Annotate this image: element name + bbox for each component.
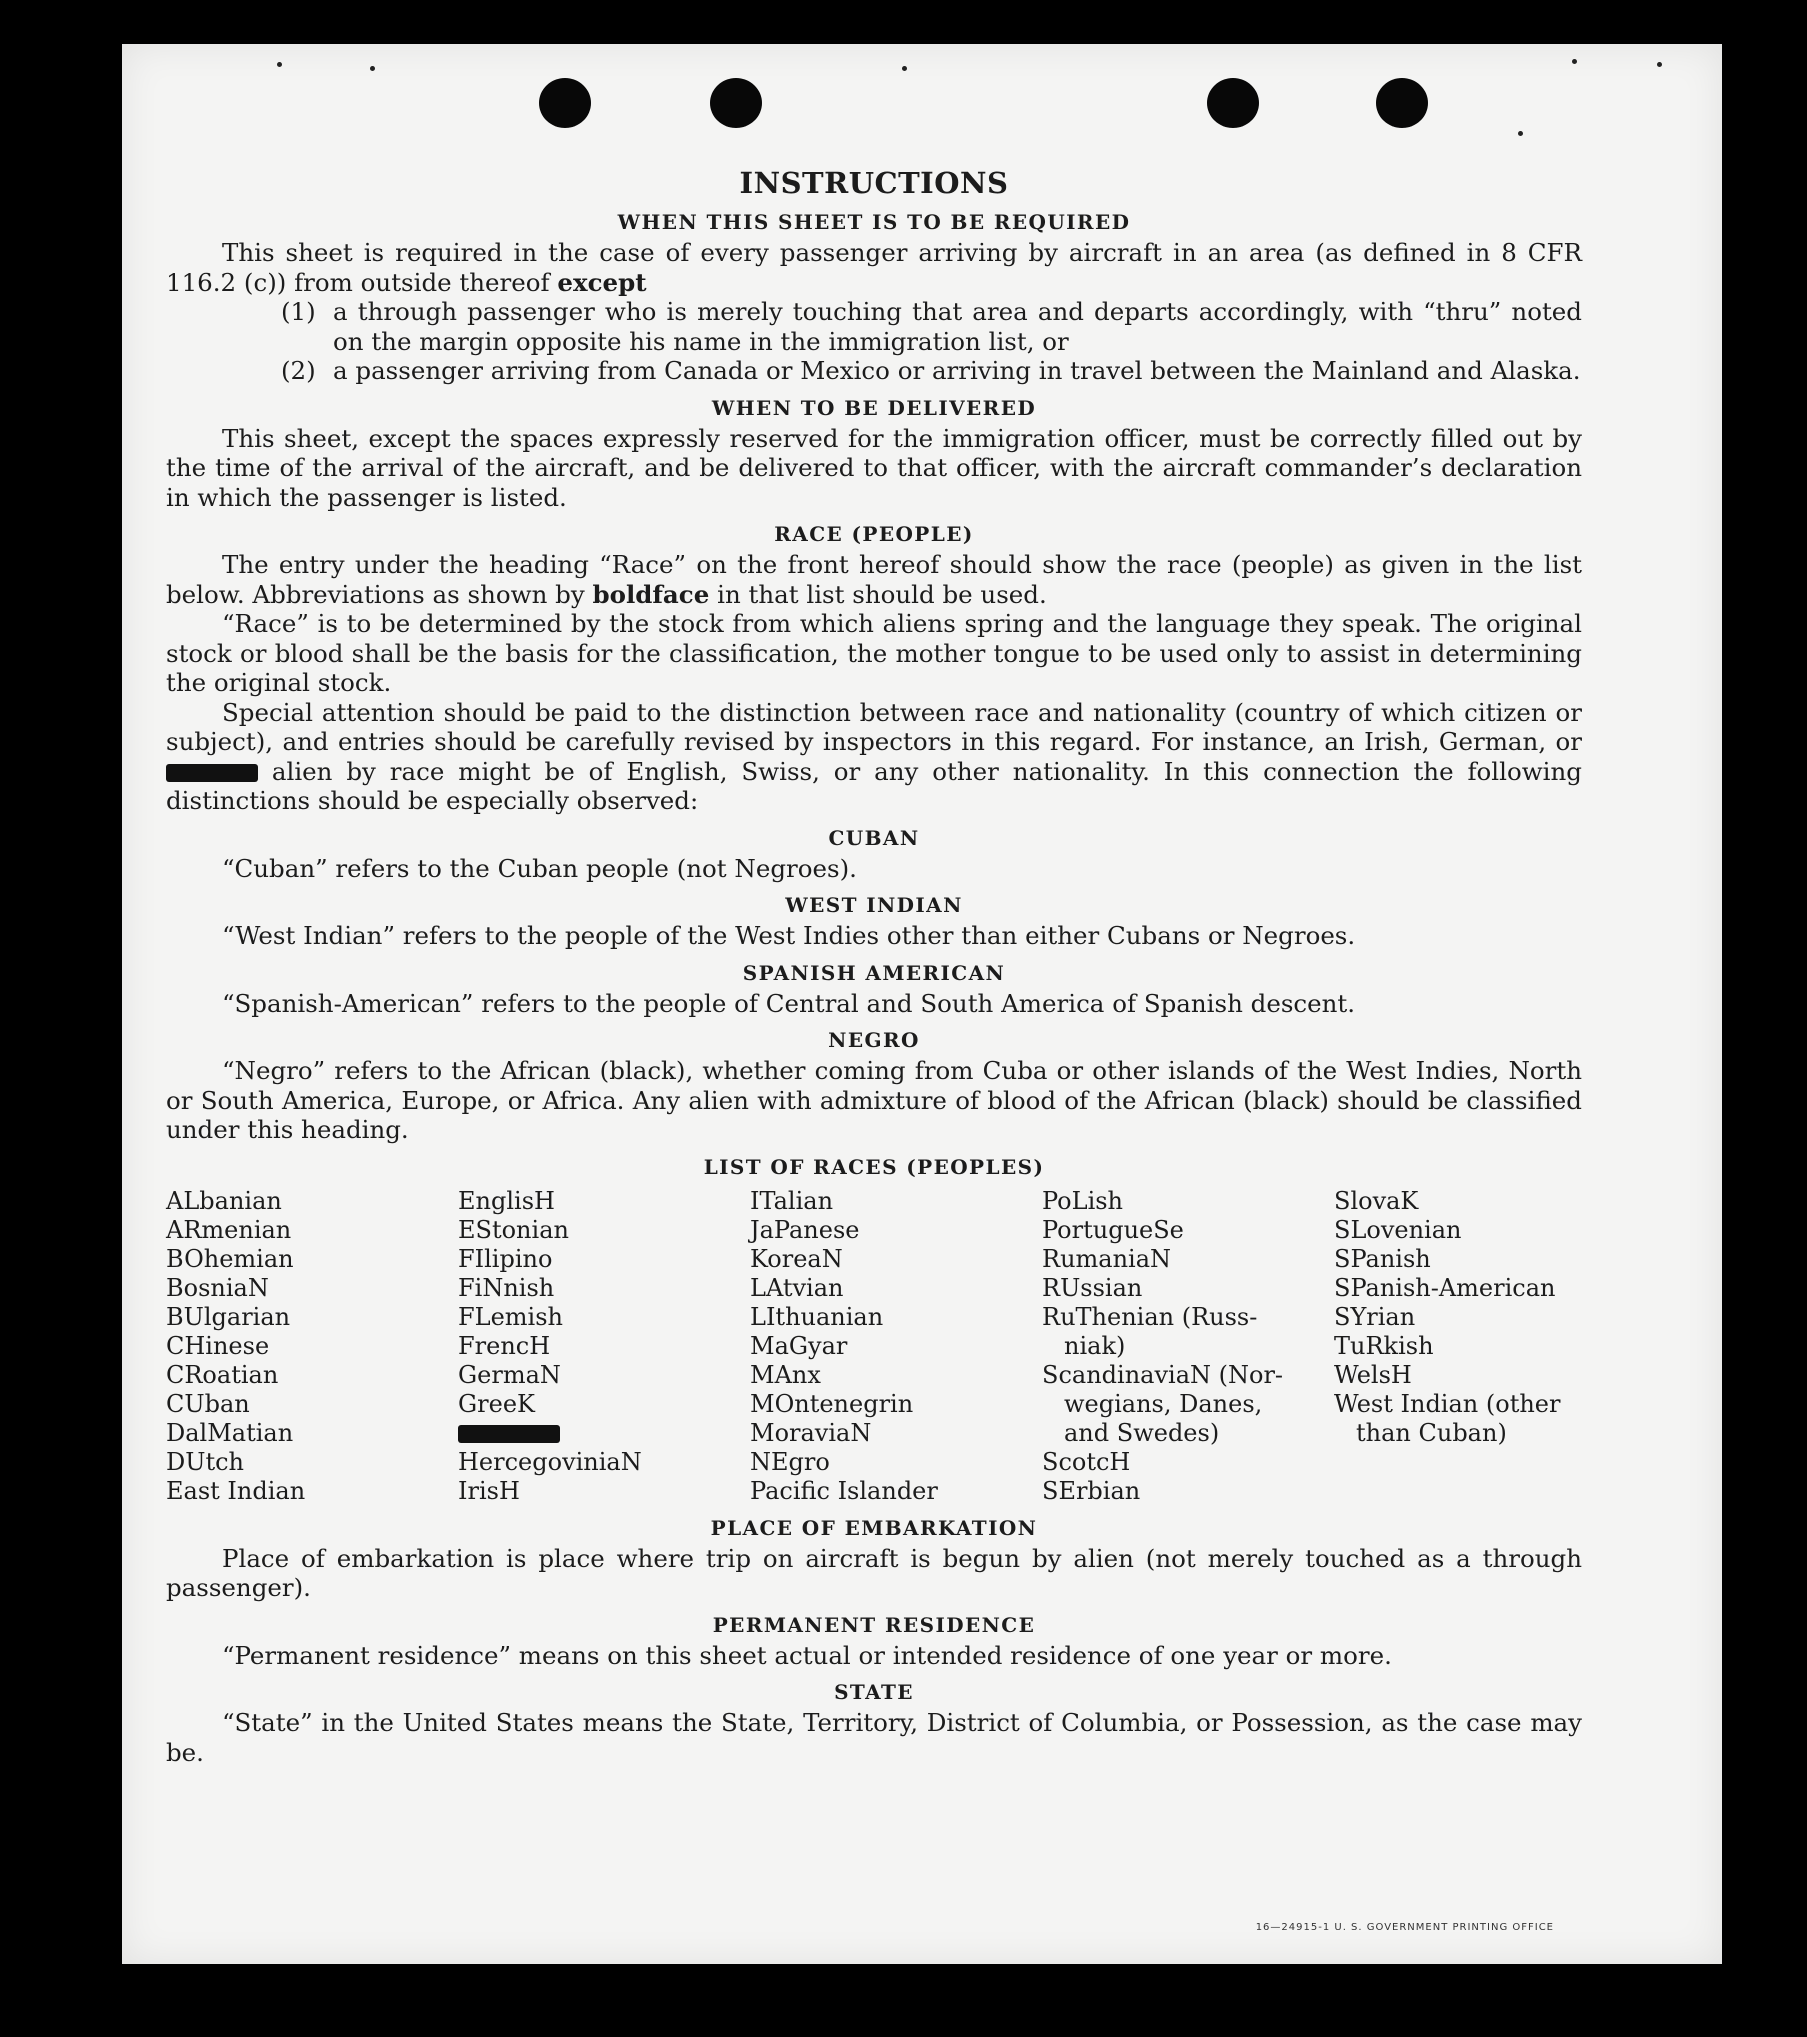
section-heading-spanish-american: SPANISH AMERICAN (742, 960, 1006, 985)
race-entry-redacted (458, 1419, 750, 1448)
race-entry: GermaN (458, 1360, 561, 1389)
race-entry: SErbian (1042, 1476, 1141, 1505)
exception-item (281, 356, 1582, 386)
instruction-sheet (122, 44, 1722, 1964)
race-entry: EStonian (458, 1215, 569, 1244)
race-entry: RuThenian (Russ- (1042, 1302, 1258, 1331)
race-entry: WelsH (1334, 1360, 1412, 1389)
section-heading-embarkation: PLACE OF EMBARKATION (710, 1515, 1038, 1540)
race-entry-continued: wegians, Danes, (1064, 1389, 1263, 1418)
section-heading-when-required: WHEN THIS SHEET IS TO BE REQUIRED (617, 210, 1131, 234)
redaction-mark (166, 764, 258, 782)
race-entry: FrencH (458, 1331, 551, 1360)
race-entry: GreeK (458, 1389, 535, 1418)
race-entry: MoraviaN (750, 1418, 872, 1447)
race-entry: BUlgarian (166, 1302, 291, 1331)
embarkation-text: Place of embarkation is place where trip on aircraft is begun by alien (not merely touched as a through passenger). (166, 1543, 1582, 1602)
section-heading-west-indian: WEST INDIAN (785, 893, 963, 917)
race-entry: ScotcH (1042, 1447, 1131, 1476)
race-entry: DalMatian (166, 1418, 294, 1447)
race-column (750, 1187, 1042, 1506)
residence-text: “Permanent residence” means on this sheet actual or intended residence of one year or more. (222, 1640, 1392, 1670)
race-entry: SPanish (1334, 1244, 1431, 1273)
race-entry: RumaniaN (1042, 1244, 1172, 1273)
race-column (166, 1187, 458, 1506)
race-column (458, 1187, 750, 1506)
race-entry: SlovaK (1334, 1186, 1419, 1215)
race-entry: FIlipino (458, 1244, 553, 1273)
exception-item (281, 297, 1582, 356)
race-entry: PortugueSe (1042, 1215, 1184, 1244)
boldface-word: boldface (592, 579, 710, 609)
race-entry: MOntenegrin (750, 1389, 914, 1418)
punch-hole (1376, 78, 1428, 128)
item-number: (2) (281, 356, 316, 385)
race-entry: CHinese (166, 1331, 270, 1360)
race-paragraph-3: Special attention should be paid to the distinction between race and nationality (country of which citizen or subject), and entries should be carefully revised by inspectors in this regard. For instance, an Irish, German, or alien by race might be of English, Swiss, or any other nationality. In this connection the following distinctions should be especially observed: (166, 697, 1582, 815)
race-entry: KoreaN (750, 1244, 843, 1273)
race-entry: HercegoviniaN (458, 1447, 642, 1476)
race-entry: SYrian (1334, 1302, 1416, 1331)
race-entry: IrisH (458, 1476, 520, 1505)
section-heading-residence: PERMANENT RESIDENCE (712, 1612, 1036, 1637)
race-entry: MAnx (750, 1360, 821, 1389)
race-entry-continued: and Swedes) (1064, 1418, 1220, 1447)
race-entry: West Indian (other (1334, 1389, 1561, 1418)
race-paragraph-1: The entry under the heading “Race” on the front hereof should show the race (people) as given in the list below. Abbreviations as shown by boldface in that list should be used. (166, 550, 1582, 609)
speck (1572, 59, 1577, 64)
race-entry: TuRkish (1334, 1331, 1434, 1360)
race-entry-continued: than Cuban) (1356, 1418, 1507, 1447)
race-entry: BosniaN (166, 1273, 269, 1302)
race-entry: SLovenian (1334, 1215, 1462, 1244)
negro-text: “Negro” refers to the African (black), whether coming from Cuba or other islands of the West Indies, North or South America, Europe, or Africa. Any alien with admixture of blood of the African (black) should be classified under this heading. (166, 1056, 1582, 1144)
redaction-mark (458, 1425, 560, 1443)
race-entry: East Indian (166, 1476, 306, 1505)
punch-hole (1207, 78, 1259, 128)
race-entry: JaPanese (750, 1215, 860, 1244)
section-heading-state: STATE (834, 1680, 914, 1704)
item-text: a through passenger who is merely touching that area and departs accordingly, with “thru” noted on the margin opposite his name in the immigration list, or (333, 297, 1582, 356)
race-entry: NEgro (750, 1447, 830, 1476)
section-heading-race: RACE (PEOPLE) (774, 522, 974, 546)
race-entry: FiNnish (458, 1273, 555, 1302)
except-bold: except (557, 267, 647, 297)
race-entry: PoLish (1042, 1186, 1124, 1215)
race-entry: ITalian (750, 1186, 834, 1215)
race-entry-continued: niak) (1064, 1331, 1126, 1360)
section-heading-cuban: CUBAN (828, 825, 920, 850)
race-entry: SPanish-American (1334, 1273, 1556, 1302)
race-entry: CRoatian (166, 1360, 279, 1389)
race-entry: BOhemian (166, 1244, 294, 1273)
item-number: (1) (281, 297, 316, 326)
race-entry: ALbanian (166, 1186, 282, 1215)
speck (277, 62, 282, 67)
race-entry: Pacific Islander (750, 1476, 938, 1505)
state-text: “State” in the United States means the State, Territory, District of Columbia, or Possession, as the case may be. (166, 1708, 1582, 1767)
cuban-text: “Cuban” refers to the Cuban people (not Negroes). (222, 853, 857, 883)
section-heading-list-of-races: LIST OF RACES (PEOPLES) (703, 1154, 1045, 1179)
punch-hole (710, 78, 762, 128)
speck (1657, 62, 1662, 67)
speck (902, 66, 907, 71)
race-entry: RUssian (1042, 1273, 1143, 1302)
race-entry: CUban (166, 1389, 250, 1418)
section-heading-when-delivered: WHEN TO BE DELIVERED (711, 395, 1037, 420)
race-list (166, 1187, 1582, 1506)
when-delivered-text: This sheet, except the spaces expressly reserved for the immigration officer, must be correctly filled out by the time of the arrival of the aircraft, and be delivered to that officer, with the aircraft commander’s declaration in which the passenger is listed. (166, 423, 1582, 512)
race-entry: LIthuanian (750, 1302, 884, 1331)
race-entry: EnglisH (458, 1186, 555, 1215)
punch-hole (539, 78, 591, 128)
race-entry: ARmenian (166, 1215, 292, 1244)
race-column (1042, 1187, 1334, 1506)
race-entry: LAtvian (750, 1273, 844, 1302)
section-heading-negro: NEGRO (828, 1028, 920, 1052)
west-indian-text: “West Indian” refers to the people of the West Indies other than either Cubans or Negroes. (222, 921, 1356, 950)
race-column (1334, 1187, 1582, 1506)
speck (370, 66, 375, 71)
race-entry: DUtch (166, 1447, 245, 1476)
race-paragraph-2: “Race” is to be determined by the stock from which aliens spring and the language they speak. The original stock or blood shall be the basis for the classification, the mother tongue to be used only to assist in determining the original stock. (166, 609, 1582, 697)
race-entry: MaGyar (750, 1331, 848, 1360)
instructions-body (166, 166, 1582, 1767)
page-title: INSTRUCTIONS (739, 166, 1009, 200)
speck (1518, 131, 1523, 136)
spanish-american-text: “Spanish-American” refers to the people of Central and South America of Spanish descent. (222, 988, 1356, 1018)
when-required-intro: This sheet is required in the case of every passenger arriving by aircraft in an area (as defined in 8 CFR 116.2 (c)) from outside thereof except (166, 238, 1582, 297)
race-entry: FLemish (458, 1302, 563, 1331)
item-text: a passenger arriving from Canada or Mexico or arriving in travel between the Mainland and Alaska. (333, 356, 1581, 385)
race-entry: ScandinaviaN (Nor- (1042, 1360, 1284, 1389)
printing-office-footer: 16—24915-1 U. S. GOVERNMENT PRINTING OFFICE (1255, 1922, 1554, 1933)
